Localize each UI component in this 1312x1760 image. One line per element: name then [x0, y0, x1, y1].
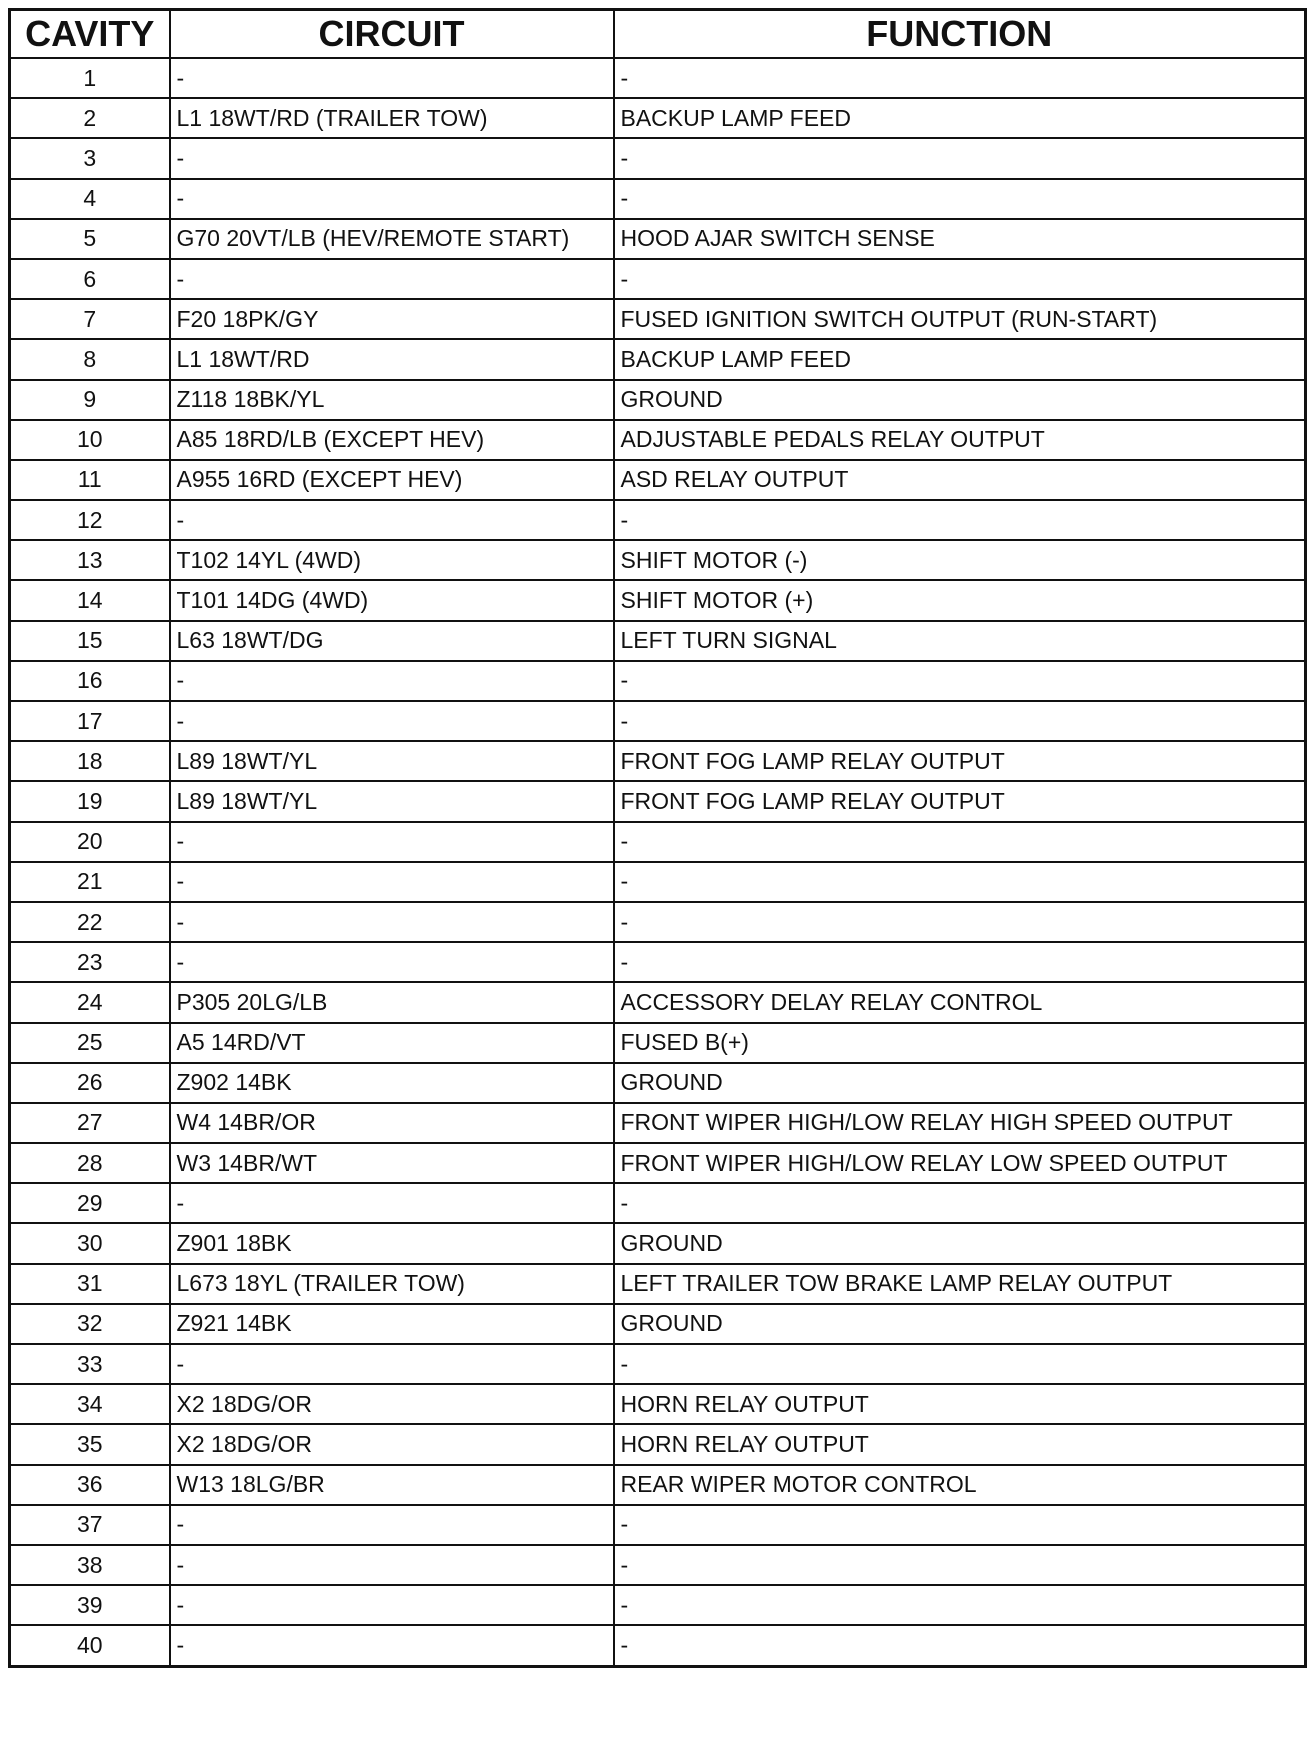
function-cell: - — [614, 1505, 1306, 1545]
circuit-cell: A5 14RD/VT — [170, 1023, 614, 1063]
cavity-cell: 25 — [10, 1023, 170, 1063]
cavity-cell: 26 — [10, 1063, 170, 1103]
cavity-cell: 23 — [10, 942, 170, 982]
cavity-cell: 18 — [10, 741, 170, 781]
table-row — [10, 98, 1306, 138]
function-cell: FRONT FOG LAMP RELAY OUTPUT — [614, 741, 1306, 781]
circuit-cell: X2 18DG/OR — [170, 1384, 614, 1424]
circuit-cell: X2 18DG/OR — [170, 1424, 614, 1464]
table-row — [10, 1063, 1306, 1103]
cavity-cell: 21 — [10, 862, 170, 902]
table-row — [10, 942, 1306, 982]
circuit-cell: - — [170, 1505, 614, 1545]
circuit-cell: Z902 14BK — [170, 1063, 614, 1103]
function-cell: - — [614, 259, 1306, 299]
cavity-cell: 27 — [10, 1103, 170, 1143]
function-cell: SHIFT MOTOR (+) — [614, 580, 1306, 620]
circuit-cell: Z921 14BK — [170, 1304, 614, 1344]
function-cell: - — [614, 1625, 1306, 1666]
table-row — [10, 138, 1306, 178]
function-cell: HORN RELAY OUTPUT — [614, 1384, 1306, 1424]
table-row — [10, 701, 1306, 741]
cavity-cell: 40 — [10, 1625, 170, 1666]
function-cell: FUSED IGNITION SWITCH OUTPUT (RUN-START) — [614, 299, 1306, 339]
cavity-cell: 16 — [10, 661, 170, 701]
cavity-cell: 6 — [10, 259, 170, 299]
cavity-cell: 19 — [10, 781, 170, 821]
circuit-cell: L63 18WT/DG — [170, 621, 614, 661]
function-cell: HOOD AJAR SWITCH SENSE — [614, 219, 1306, 259]
cavity-cell: 11 — [10, 460, 170, 500]
circuit-cell: L89 18WT/YL — [170, 781, 614, 821]
function-cell: GROUND — [614, 380, 1306, 420]
cavity-cell: 2 — [10, 98, 170, 138]
table-row — [10, 58, 1306, 98]
circuit-cell: - — [170, 1183, 614, 1223]
function-cell: BACKUP LAMP FEED — [614, 98, 1306, 138]
connector-pinout-table — [8, 8, 1307, 1668]
cavity-cell: 12 — [10, 500, 170, 540]
cavity-cell: 34 — [10, 1384, 170, 1424]
function-cell: - — [614, 179, 1306, 219]
cavity-cell: 24 — [10, 982, 170, 1022]
circuit-cell: - — [170, 1625, 614, 1666]
table-row — [10, 1505, 1306, 1545]
circuit-cell: L673 18YL (TRAILER TOW) — [170, 1264, 614, 1304]
circuit-cell: L1 18WT/RD (TRAILER TOW) — [170, 98, 614, 138]
function-cell: GROUND — [614, 1063, 1306, 1103]
cavity-cell: 8 — [10, 339, 170, 379]
table-row — [10, 259, 1306, 299]
table-row — [10, 781, 1306, 821]
circuit-cell: - — [170, 661, 614, 701]
cavity-cell: 3 — [10, 138, 170, 178]
function-cell: LEFT TRAILER TOW BRAKE LAMP RELAY OUTPUT — [614, 1264, 1306, 1304]
table-row — [10, 982, 1306, 1022]
table-row — [10, 1344, 1306, 1384]
circuit-cell: G70 20VT/LB (HEV/REMOTE START) — [170, 219, 614, 259]
function-cell: SHIFT MOTOR (-) — [614, 540, 1306, 580]
function-cell: - — [614, 1585, 1306, 1625]
table-row — [10, 1264, 1306, 1304]
circuit-cell: F20 18PK/GY — [170, 299, 614, 339]
cavity-cell: 39 — [10, 1585, 170, 1625]
table-row — [10, 1103, 1306, 1143]
cavity-cell: 1 — [10, 58, 170, 98]
table-row — [10, 1183, 1306, 1223]
table-row — [10, 741, 1306, 781]
circuit-cell: A955 16RD (EXCEPT HEV) — [170, 460, 614, 500]
table-row — [10, 500, 1306, 540]
circuit-cell: - — [170, 1585, 614, 1625]
header-row — [10, 10, 1306, 59]
circuit-cell: - — [170, 862, 614, 902]
function-cell: ASD RELAY OUTPUT — [614, 460, 1306, 500]
cavity-cell: 22 — [10, 902, 170, 942]
cavity-cell: 4 — [10, 179, 170, 219]
function-cell: - — [614, 1344, 1306, 1384]
function-cell: HORN RELAY OUTPUT — [614, 1424, 1306, 1464]
cavity-cell: 7 — [10, 299, 170, 339]
function-cell: - — [614, 661, 1306, 701]
table-row — [10, 580, 1306, 620]
table-row — [10, 1424, 1306, 1464]
function-cell: - — [614, 1183, 1306, 1223]
function-cell: LEFT TURN SIGNAL — [614, 621, 1306, 661]
table-row — [10, 1143, 1306, 1183]
header-circuit: CIRCUIT — [170, 10, 614, 59]
cavity-cell: 9 — [10, 380, 170, 420]
table-row — [10, 862, 1306, 902]
circuit-cell: L89 18WT/YL — [170, 741, 614, 781]
header-function: FUNCTION — [614, 10, 1306, 59]
cavity-cell: 37 — [10, 1505, 170, 1545]
table-row — [10, 339, 1306, 379]
table-row — [10, 540, 1306, 580]
function-cell: BACKUP LAMP FEED — [614, 339, 1306, 379]
function-cell: FUSED B(+) — [614, 1023, 1306, 1063]
cavity-cell: 36 — [10, 1465, 170, 1505]
table-row — [10, 1304, 1306, 1344]
cavity-cell: 30 — [10, 1223, 170, 1263]
table-row — [10, 1023, 1306, 1063]
cavity-cell: 29 — [10, 1183, 170, 1223]
cavity-cell: 32 — [10, 1304, 170, 1344]
cavity-cell: 31 — [10, 1264, 170, 1304]
table-row — [10, 902, 1306, 942]
cavity-cell: 33 — [10, 1344, 170, 1384]
circuit-cell: - — [170, 259, 614, 299]
table-row — [10, 822, 1306, 862]
circuit-cell: P305 20LG/LB — [170, 982, 614, 1022]
cavity-cell: 20 — [10, 822, 170, 862]
circuit-cell: - — [170, 701, 614, 741]
function-cell: ADJUSTABLE PEDALS RELAY OUTPUT — [614, 420, 1306, 460]
table-row — [10, 1625, 1306, 1666]
function-cell: - — [614, 902, 1306, 942]
circuit-cell: W13 18LG/BR — [170, 1465, 614, 1505]
function-cell: REAR WIPER MOTOR CONTROL — [614, 1465, 1306, 1505]
function-cell: - — [614, 701, 1306, 741]
cavity-cell: 10 — [10, 420, 170, 460]
function-cell: - — [614, 1545, 1306, 1585]
cavity-cell: 13 — [10, 540, 170, 580]
cavity-cell: 38 — [10, 1545, 170, 1585]
table-row — [10, 1384, 1306, 1424]
table-row — [10, 1545, 1306, 1585]
circuit-cell: - — [170, 942, 614, 982]
circuit-cell: Z901 18BK — [170, 1223, 614, 1263]
circuit-cell: - — [170, 500, 614, 540]
circuit-cell: W3 14BR/WT — [170, 1143, 614, 1183]
table-row — [10, 380, 1306, 420]
circuit-cell: - — [170, 58, 614, 98]
function-cell: - — [614, 862, 1306, 902]
circuit-cell: L1 18WT/RD — [170, 339, 614, 379]
table-row — [10, 460, 1306, 500]
function-cell: ACCESSORY DELAY RELAY CONTROL — [614, 982, 1306, 1022]
circuit-cell: W4 14BR/OR — [170, 1103, 614, 1143]
table-body — [10, 58, 1306, 1666]
circuit-cell: - — [170, 822, 614, 862]
cavity-cell: 15 — [10, 621, 170, 661]
function-cell: - — [614, 58, 1306, 98]
circuit-cell: - — [170, 138, 614, 178]
function-cell: - — [614, 822, 1306, 862]
function-cell: - — [614, 138, 1306, 178]
cavity-cell: 35 — [10, 1424, 170, 1464]
cavity-cell: 17 — [10, 701, 170, 741]
table-row — [10, 1585, 1306, 1625]
function-cell: FRONT FOG LAMP RELAY OUTPUT — [614, 781, 1306, 821]
function-cell: GROUND — [614, 1223, 1306, 1263]
table-row — [10, 420, 1306, 460]
header-cavity: CAVITY — [10, 10, 170, 59]
circuit-cell: - — [170, 1344, 614, 1384]
table-header — [10, 10, 1306, 59]
table-row — [10, 219, 1306, 259]
circuit-cell: T101 14DG (4WD) — [170, 580, 614, 620]
circuit-cell: T102 14YL (4WD) — [170, 540, 614, 580]
cavity-cell: 5 — [10, 219, 170, 259]
function-cell: GROUND — [614, 1304, 1306, 1344]
table-row — [10, 661, 1306, 701]
circuit-cell: A85 18RD/LB (EXCEPT HEV) — [170, 420, 614, 460]
function-cell: - — [614, 942, 1306, 982]
circuit-cell: - — [170, 1545, 614, 1585]
table-row — [10, 1465, 1306, 1505]
function-cell: - — [614, 500, 1306, 540]
function-cell: FRONT WIPER HIGH/LOW RELAY HIGH SPEED OUTPUT — [614, 1103, 1306, 1143]
cavity-cell: 14 — [10, 580, 170, 620]
function-cell: FRONT WIPER HIGH/LOW RELAY LOW SPEED OUTPUT — [614, 1143, 1306, 1183]
table-row — [10, 621, 1306, 661]
cavity-cell: 28 — [10, 1143, 170, 1183]
table-row — [10, 1223, 1306, 1263]
circuit-cell: Z118 18BK/YL — [170, 380, 614, 420]
table-row — [10, 299, 1306, 339]
circuit-cell: - — [170, 179, 614, 219]
table-row — [10, 179, 1306, 219]
circuit-cell: - — [170, 902, 614, 942]
